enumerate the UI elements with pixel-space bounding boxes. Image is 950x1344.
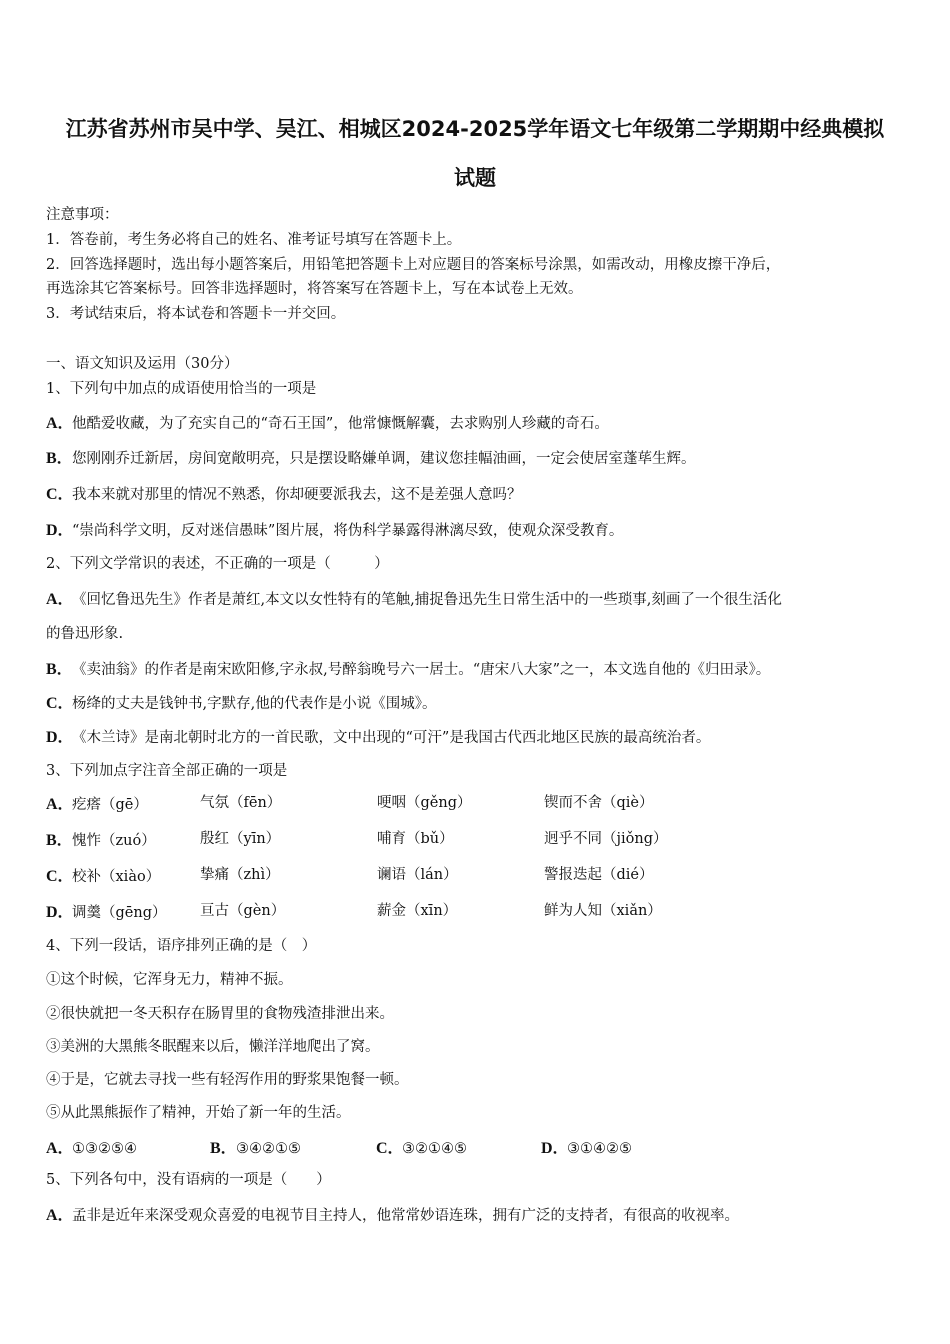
option-label: C．	[46, 695, 74, 712]
option-label: B．	[46, 450, 73, 467]
notes-heading: 注意事项：	[46, 207, 119, 223]
question-5-stem: 5、下列各句中，没有语病的一项是（ ）	[46, 1172, 331, 1188]
option-text: 我本来就对那里的情况不熟悉，你却硬要派我去，这不是差强人意吗？	[72, 487, 522, 503]
notes-item-1: 1．答卷前，考生务必将自己的姓名、准考证号填写在答题卡上。	[46, 232, 462, 248]
question-3-row-a	[46, 791, 148, 814]
section-heading: 一、语文知识及运用（30分）	[46, 356, 239, 372]
question-5-option-a	[46, 1202, 739, 1225]
question-2-option-c	[46, 690, 436, 713]
question-3-row-c	[46, 863, 160, 886]
question-4-option-d	[541, 1135, 632, 1158]
option-cell: 气氛（fēn）	[200, 795, 282, 811]
question-4-sentence-5: ⑤从此黑熊振作了精神，开始了新一年的生活。	[46, 1105, 351, 1121]
option-cell: 挚痛（zhì）	[200, 867, 280, 883]
question-1-option-c	[46, 481, 522, 504]
option-text: 他酷爱收藏，为了充实自己的“奇石王国”，他常慷慨解囊，去求购别人珍藏的奇石。	[72, 416, 609, 432]
option-text: 杨绛的丈夫是钱钟书,字默存,他的代表作是小说《围城》。	[72, 696, 437, 712]
question-1-option-b	[46, 445, 696, 468]
question-3-row-d	[46, 899, 166, 922]
option-cell: 迥乎不同（jiǒng）	[544, 831, 668, 847]
option-label: D．	[541, 1140, 569, 1157]
option-cell: 殷红（yīn）	[200, 831, 281, 847]
option-label: B．	[46, 661, 73, 678]
option-label: A．	[46, 591, 74, 608]
question-3-stem: 3、下列加点字注音全部正确的一项是	[46, 763, 288, 779]
option-text: 《回忆鲁迅先生》作者是萧红,本文以女性特有的笔触,捕捉鲁迅先生日常生活中的一些琐事,刻画了一个很生活化	[72, 592, 782, 608]
notes-item-2b: 再选涂其它答案标号。回答非选择题时，将答案写在答题卡上，写在本试卷上无效。	[46, 281, 583, 297]
option-cell: 薪金（xīn）	[377, 903, 458, 919]
option-text: ③②①④⑤	[402, 1141, 467, 1157]
option-text: 孟非是近年来深受观众喜爱的电视节目主持人，他常常妙语连珠，拥有广泛的支持者，有很高的收视率。	[72, 1208, 739, 1224]
question-4-stem: 4、下列一段话，语序排列正确的是（ ）	[46, 938, 317, 954]
option-cell: 调羹（gēng）	[72, 905, 167, 921]
question-4-option-a	[46, 1135, 137, 1158]
question-4-option-b	[210, 1135, 301, 1158]
option-label: C．	[46, 486, 74, 503]
option-label: B．	[210, 1140, 237, 1157]
question-2-option-b	[46, 656, 770, 679]
option-label: D．	[46, 904, 74, 921]
option-text: 您刚刚乔迁新居，房间宽敞明亮，只是摆设略嫌单调，建议您挂幅油画，一定会使居室蓬荜生辉。	[72, 451, 696, 467]
option-label: B．	[46, 832, 73, 849]
option-text: “崇尚科学文明，反对迷信愚昧”图片展，将伪科学暴露得淋漓尽致，使观众深受教育。	[72, 523, 624, 539]
question-2-stem: 2、下列文学常识的表述，不正确的一项是（ ）	[46, 556, 389, 572]
question-4-sentence-3: ③美洲的大黑熊冬眠醒来以后，懒洋洋地爬出了窝。	[46, 1039, 380, 1055]
option-text: 《卖油翁》的作者是南宋欧阳修,字永叔,号醉翁晚号六一居士。“唐宋八大家”之一，本文选自他的《归田录》。	[72, 662, 771, 678]
option-cell: 谰语（lán）	[377, 867, 458, 883]
question-1-stem: 1、下列句中加点的成语使用恰当的一项是	[46, 381, 317, 397]
question-1-option-a	[46, 410, 609, 433]
question-4-sentence-1: ①这个时候，它浑身无力，精神不振。	[46, 972, 293, 988]
option-text: ③④②①⑤	[236, 1141, 301, 1157]
document-title-line2: 试题	[454, 166, 496, 190]
option-label: A．	[46, 796, 74, 813]
option-cell: 锲而不舍（qiè）	[544, 795, 654, 811]
option-text: ①③②⑤④	[72, 1141, 137, 1157]
question-3-row-b	[46, 827, 156, 850]
notes-item-2a: 2．回答选择题时，选出每小题答案后，用铅笔把答题卡上对应题目的答案标号涂黑，如需改动，用橡皮擦干净后，	[46, 257, 781, 273]
option-text: ③①④②⑤	[567, 1141, 632, 1157]
question-2-option-a-cont: 的鲁迅形象.	[46, 626, 124, 642]
question-4-option-c	[376, 1135, 467, 1158]
notes-item-3: 3．考试结束后，将本试卷和答题卡一并交回。	[46, 306, 346, 322]
document-title-line1: 江苏省苏州市吴中学、吴江、相城区2024-2025学年语文七年级第二学期期中经典模拟	[65, 117, 885, 141]
option-label: D．	[46, 522, 74, 539]
option-cell: 哽咽（gěng）	[377, 795, 472, 811]
option-label: A．	[46, 415, 74, 432]
question-4-sentence-2: ②很快就把一冬天积存在肠胃里的食物残渣排泄出来。	[46, 1006, 394, 1022]
option-cell: 鲜为人知（xiǎn）	[544, 903, 662, 919]
option-label: C．	[46, 868, 74, 885]
option-label: A．	[46, 1140, 74, 1157]
question-2-option-a	[46, 586, 782, 609]
option-cell: 哺育（bǔ）	[377, 831, 454, 847]
option-cell: 警报迭起（dié）	[544, 867, 654, 883]
option-cell: 愧怍（zuó）	[72, 833, 156, 849]
option-label: C．	[376, 1140, 404, 1157]
option-label: D．	[46, 729, 74, 746]
option-label: A．	[46, 1207, 74, 1224]
option-text: 《木兰诗》是南北朝时北方的一首民歌，文中出现的“可汗”是我国古代西北地区民族的最高统治者。	[72, 730, 711, 746]
option-cell: 疙瘩（gē）	[72, 797, 148, 813]
question-1-option-d	[46, 517, 623, 540]
option-cell: 校补（xiào）	[72, 869, 161, 885]
question-4-sentence-4: ④于是，它就去寻找一些有轻泻作用的野浆果饱餐一顿。	[46, 1072, 409, 1088]
option-cell: 亘古（gèn）	[200, 903, 286, 919]
question-2-option-d	[46, 724, 710, 747]
